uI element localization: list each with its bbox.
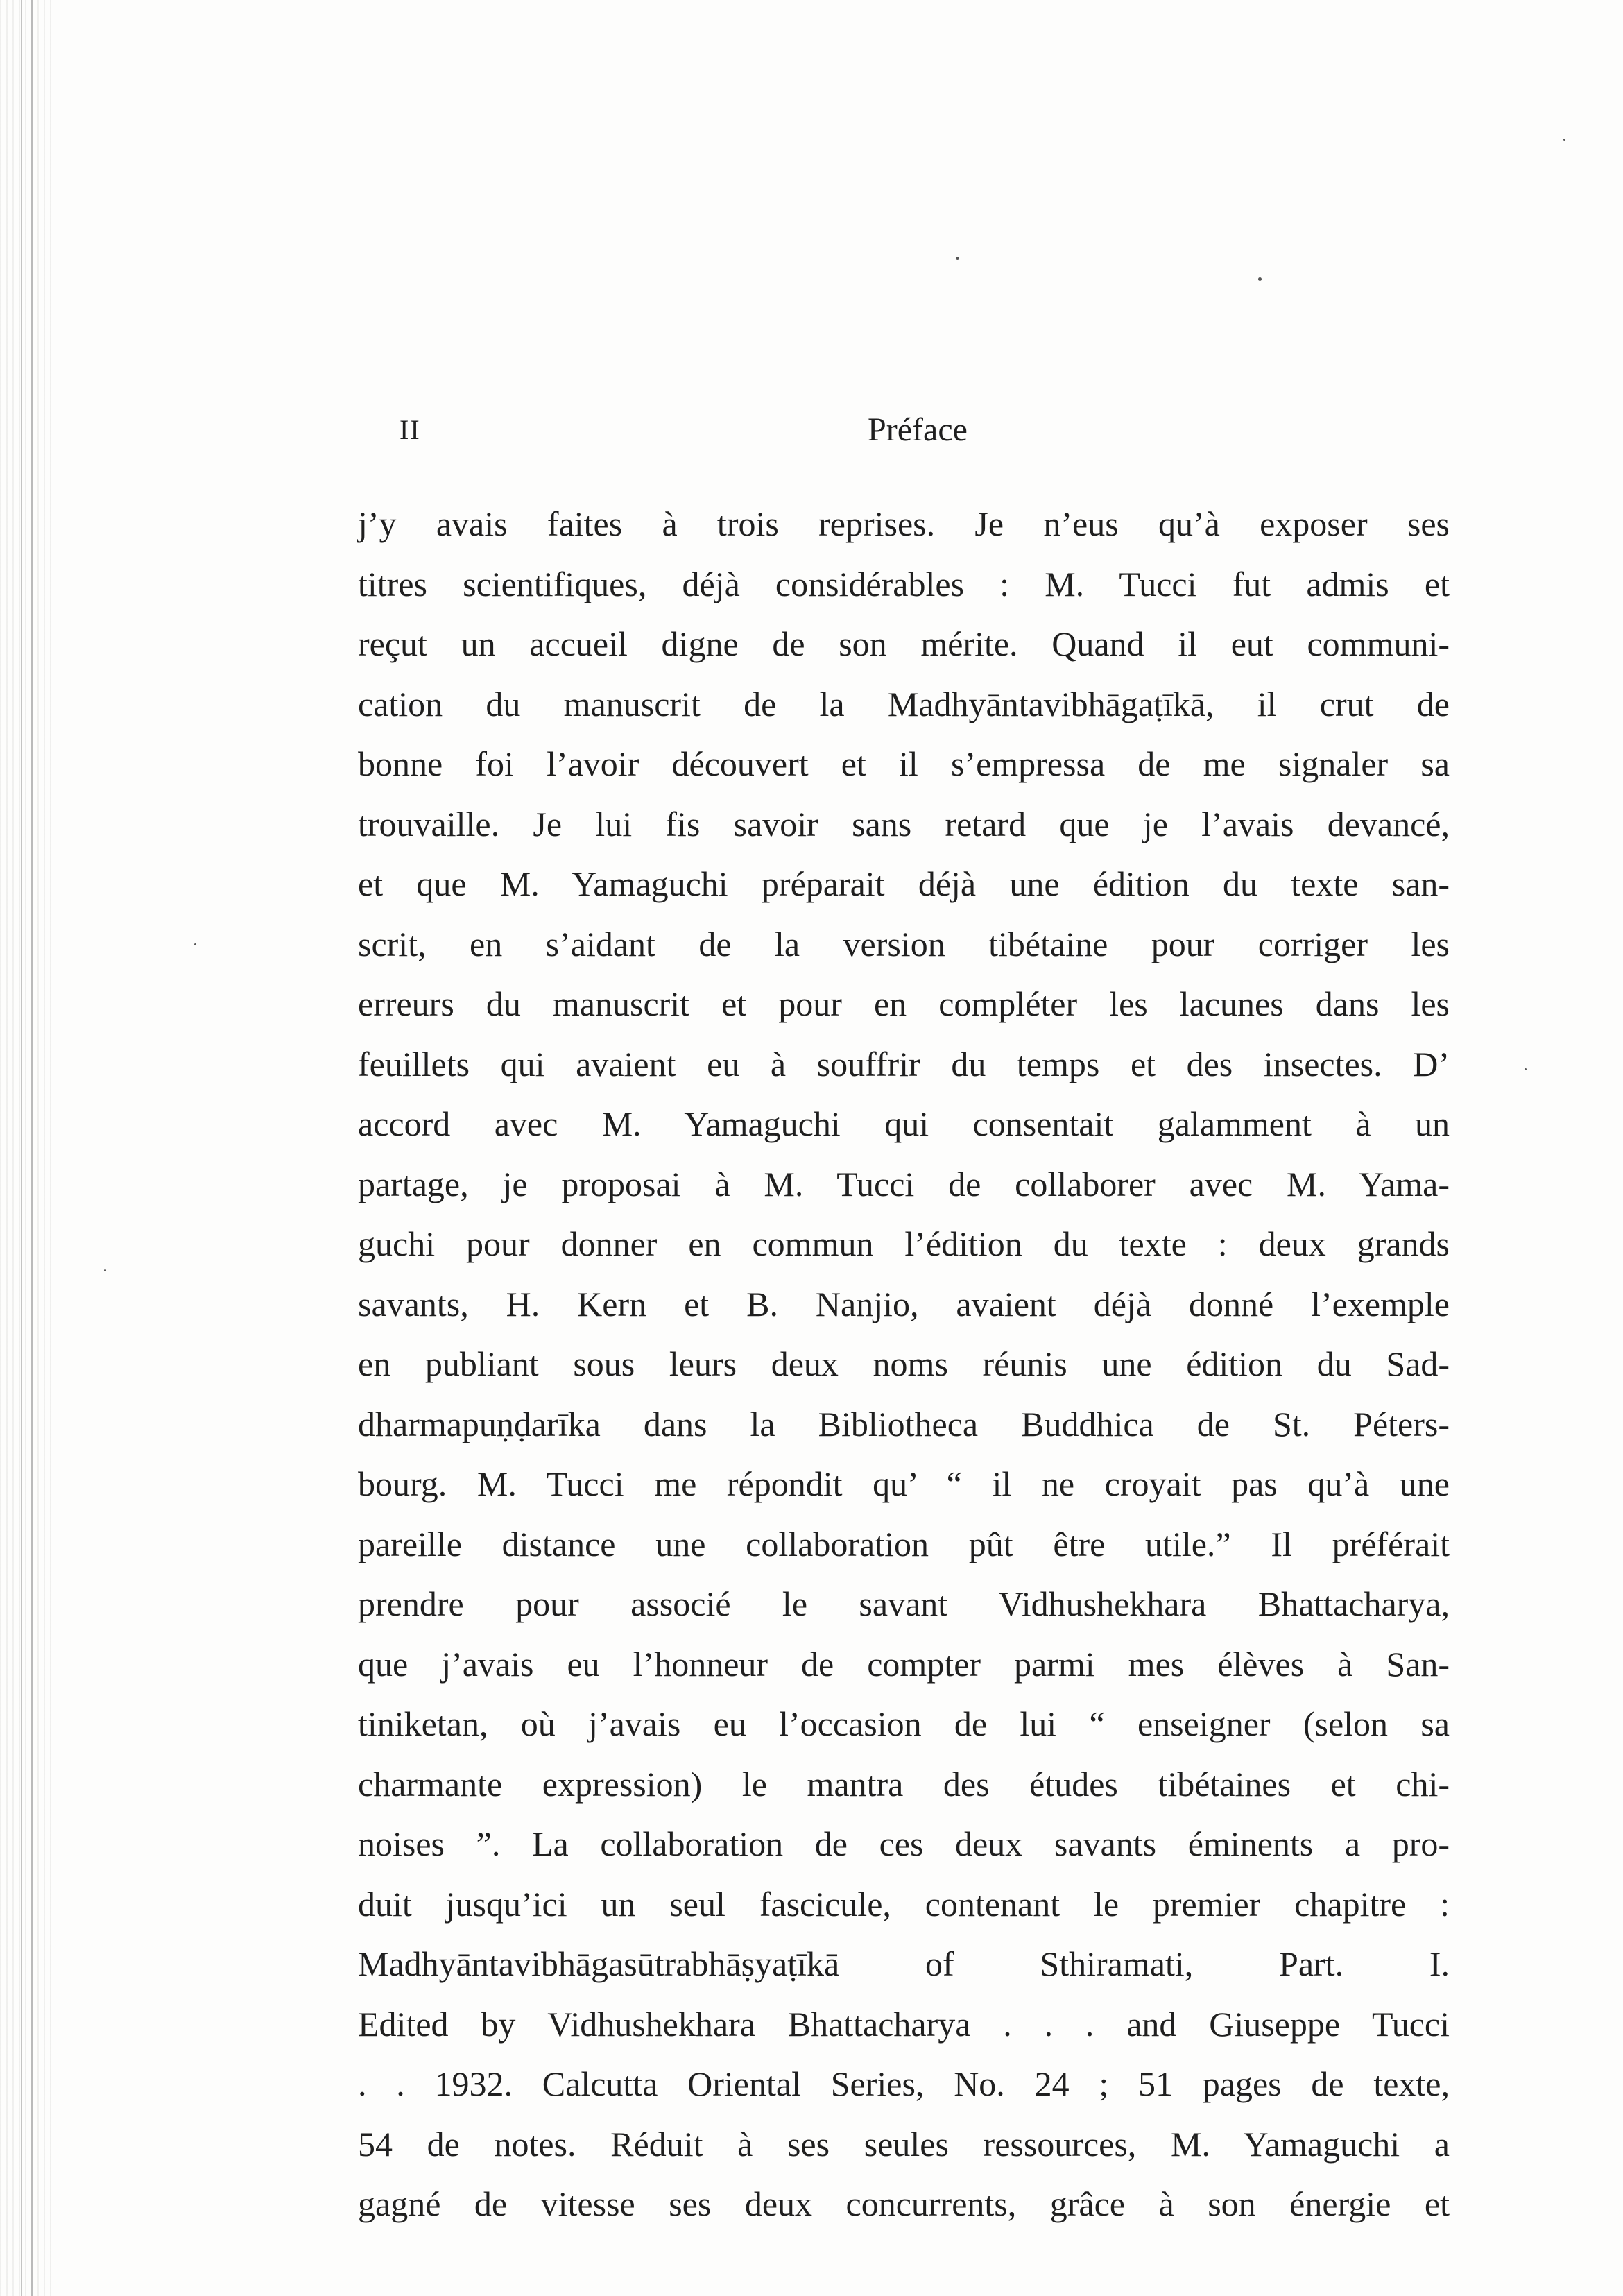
scan-speck (104, 1269, 106, 1271)
text-line: dharmapuṇḍarīka dans la Bibliotheca Buddhica de St. Péters- (358, 1404, 1450, 1443)
text-line: guchi pour donner en commun l’édition du texte : deux grands (358, 1224, 1450, 1263)
running-title: Préface (868, 411, 968, 448)
text-line: tiniketan, où j’avais eu l’occasion de lui “ enseigner (selon sa (358, 1704, 1450, 1743)
text-line: en publiant sous leurs deux noms réunis une édition du Sad- (358, 1344, 1450, 1383)
text-line: partage, je proposai à M. Tucci de collaborer avec M. Yama- (358, 1164, 1450, 1203)
text-line: erreurs du manuscrit et pour en compléter les lacunes dans les (358, 984, 1450, 1023)
text-line: feuillets qui avaient eu à souffrir du temps et des insectes. D’ (358, 1044, 1450, 1083)
text-line: Edited by Vidhushekhara Bhattacharya . . . and Giuseppe Tucci (358, 2004, 1450, 2044)
text-line: cation du manuscrit de la Madhyāntavibhāgaṭīkā, il crut de (358, 684, 1450, 723)
scan-speck (956, 257, 959, 260)
text-line: . . 1932. Calcutta Oriental Series, No. 24 ; 51 pages de texte, (358, 2064, 1450, 2103)
body-text (358, 494, 1450, 2234)
scan-edge-artifact (0, 0, 54, 2296)
text-line: que j’avais eu l’honneur de compter parmi mes élèves à San- (358, 1644, 1450, 1684)
text-line: duit jusqu’ici un seul fascicule, contenant le premier chapitre : (358, 1884, 1450, 1924)
text-line: j’y avais faites à trois reprises. Je n’eus qu’à exposer ses (358, 504, 1450, 543)
scan-speck (1525, 1068, 1527, 1070)
text-line: scrit, en s’aidant de la version tibétaine pour corriger les (358, 924, 1450, 963)
text-line: bonne foi l’avoir découvert et il s’empressa de me signaler sa (358, 744, 1450, 783)
text-line: charmante expression) le mantra des études tibétaines et chi- (358, 1764, 1450, 1804)
scan-speck (194, 943, 196, 945)
text-line: gagné de vitesse ses deux concurrents, grâce à son énergie et (358, 2184, 1450, 2223)
scan-line (31, 0, 33, 2296)
text-line: reçut un accueil digne de son mérite. Quand il eut communi- (358, 624, 1450, 663)
text-line: 54 de notes. Réduit à ses seules ressources, M. Yamaguchi a (358, 2124, 1450, 2164)
text-line: noises ”. La collaboration de ces deux savants éminents a pro- (358, 1824, 1450, 1863)
scan-speck (1563, 139, 1565, 141)
text-line: accord avec M. Yamaguchi qui consentait galamment à un (358, 1104, 1450, 1143)
text-line: Madhyāntavibhāgasūtrabhāṣyaṭīkā of Sthiramati, Part. I. (358, 1944, 1450, 1983)
text-line: trouvaille. Je lui fis savoir sans retard que je l’avais devancé, (358, 804, 1450, 843)
text-line: titres scientifiques, déjà considérables : M. Tucci fut admis et (358, 564, 1450, 603)
scan-speck (1258, 277, 1262, 281)
page-header (358, 401, 1450, 459)
text-line: prendre pour associé le savant Vidhushekhara Bhattacharya, (358, 1584, 1450, 1623)
text-line: savants, H. Kern et B. Nanjio, avaient déjà donné l’exemple (358, 1284, 1450, 1323)
text-line: bourg. M. Tucci me répondit qu’ “ il ne croyait pas qu’à une (358, 1464, 1450, 1503)
text-line: et que M. Yamaguchi préparait déjà une édition du texte san- (358, 864, 1450, 903)
text-line: pareille distance une collaboration pût être utile.” Il préférait (358, 1524, 1450, 1563)
scan-line (21, 0, 22, 2296)
page-number: II (400, 414, 421, 445)
